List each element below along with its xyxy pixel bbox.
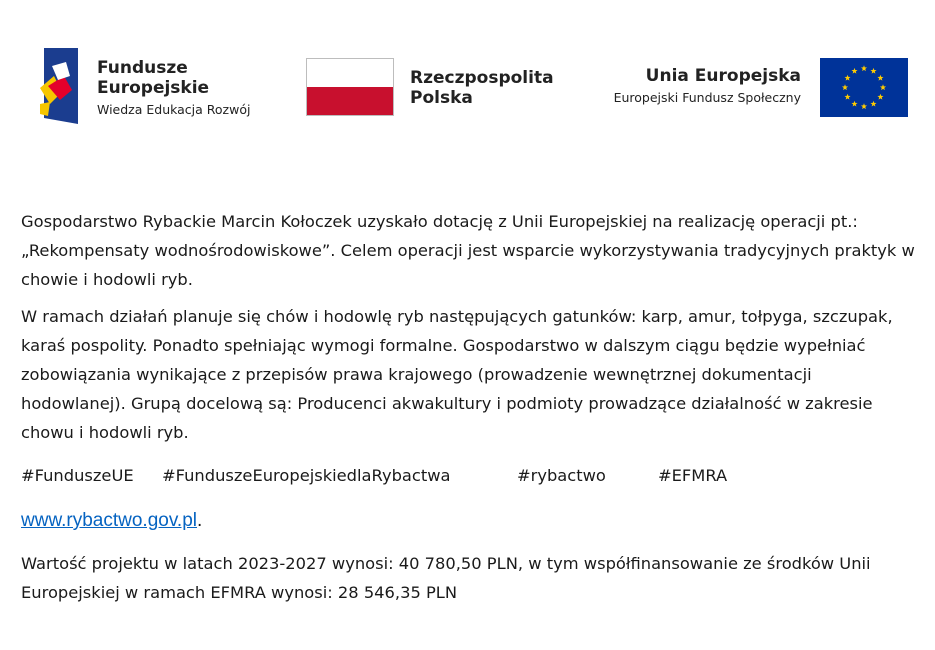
website-link-suffix: . — [197, 510, 203, 531]
polska-title-line1: Rzeczpospolita — [410, 68, 554, 88]
paragraph-project-value: Wartość projektu w latach 2023-2027 wynosi: 40 780,50 PLN, w tym współfinansowanie ze środków Unii Europejskiej w ramach EFMRA wynosi: 28 546,35 PLN — [21, 554, 871, 602]
website-line — [21, 506, 921, 535]
unia-title: Unia Europejska — [645, 66, 801, 86]
fundusze-europejskie-text — [97, 58, 250, 117]
hashtags-line — [21, 461, 921, 490]
hashtag-efmra: #EFMRA — [658, 466, 728, 485]
polska-title-line2: Polska — [410, 88, 473, 108]
paragraph-details: W ramach działań planuje się chów i hodowlę ryb następujących gatunków: karp, amur, tołpyga, szczupak, karaś pospolity. Ponadto spełniając wymogi formalne. Gospodarstwo w dalszym ciągu będzie wypełniać zobowiązania wynikające z przepisów prawa krajowego (prowadzenie wewnętrznej dokumentacji hodowlanej). Grupą docelową są: Producenci akwakultury i podmioty prowadzące działalność w zakresie chowu i hodowli ryb. — [21, 307, 893, 442]
paragraph-intro: Gospodarstwo Rybackie Marcin Kołoczek uzyskało dotację z Unii Europejskiej na realizację operacji pt.: „Rekompensaty wodnośrodowiskowe”. Celem operacji jest wsparcie wykorzystywania tradycyjnych praktyk w chowie i hodowli ryb. — [21, 212, 915, 289]
hashtag-rybactwo: #rybactwo — [517, 466, 606, 485]
logo-bar — [0, 0, 935, 140]
rzeczpospolita-polska-text — [410, 68, 554, 108]
fundusze-subtitle: Wiedza Edukacja Rozwój — [97, 102, 251, 117]
hashtag-funduszeue: #FunduszeUE — [21, 466, 134, 485]
polish-flag-icon — [306, 58, 394, 116]
fundusze-europejskie-logo-icon — [38, 46, 82, 126]
unia-europejska-text — [614, 65, 801, 105]
hashtag-fundusze-rybactwa: #FunduszeEuropejskiedlaRybactwa — [162, 466, 451, 485]
fundusze-title-line1: Fundusze — [97, 58, 188, 78]
fundusze-title-line2: Europejskie — [97, 78, 210, 98]
unia-subtitle: Europejski Fundusz Społeczny — [613, 90, 801, 105]
main-content — [21, 207, 921, 607]
website-link[interactable]: www.rybactwo.gov.pl — [21, 510, 197, 531]
eu-flag-icon — [820, 58, 908, 117]
